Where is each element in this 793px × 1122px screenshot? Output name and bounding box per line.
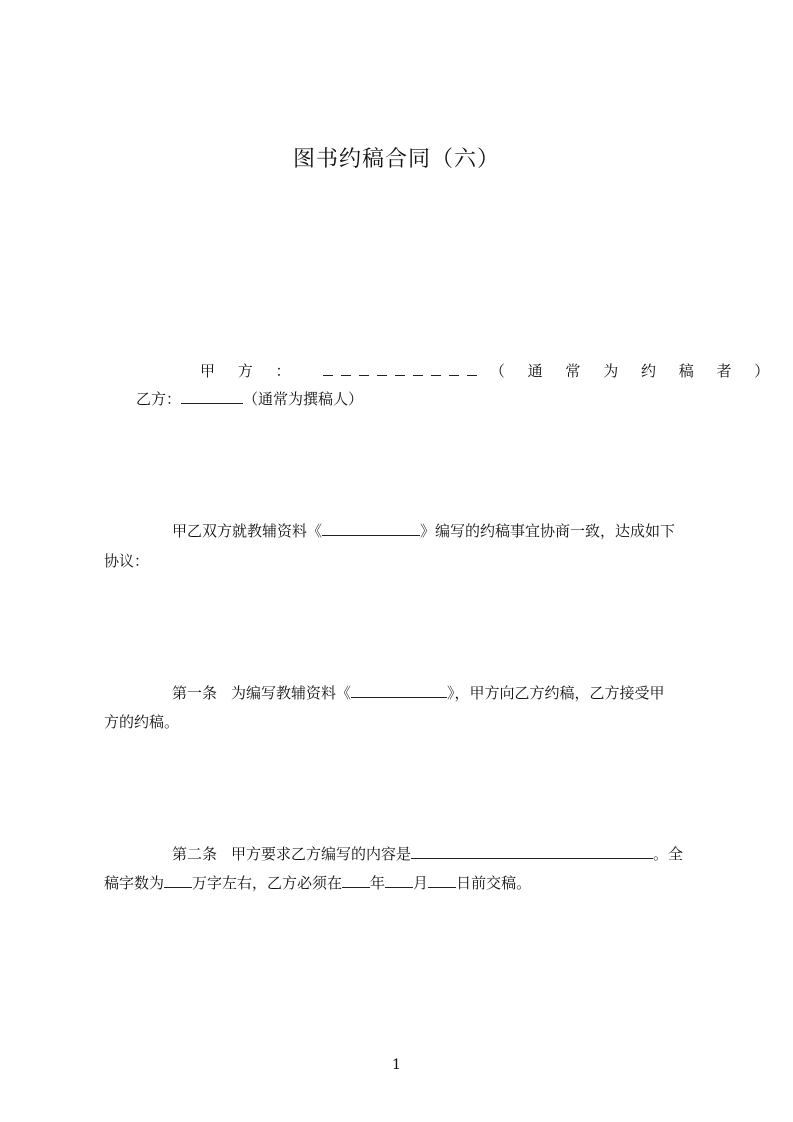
article-1-line-2: 方的约稿。 (104, 713, 180, 731)
article-1-text-b: 》，甲方向乙方约稿，乙方接受甲 (447, 684, 665, 702)
party-b-note: （通常为撰稿人） (243, 390, 364, 408)
article-2-line2-e: 日前交稿。 (456, 874, 532, 892)
article-2-line-1 (172, 844, 683, 864)
article-2-line2-c: 年 (370, 874, 386, 892)
party-a-blank[interactable] (323, 361, 485, 381)
party-b-label: 乙方： (136, 390, 182, 408)
article-1-label: 第一条 (172, 684, 218, 702)
article-1-book-blank[interactable] (351, 683, 447, 698)
day-blank[interactable] (428, 873, 456, 888)
article-2-line-2 (104, 873, 531, 893)
preamble-text-b: 》编写的约稿事宜协商一致，达成如下 (420, 522, 676, 540)
article-1-line-1 (172, 683, 665, 703)
article-1-text-a: 为编写教辅资料《 (231, 684, 352, 702)
article-2-line2-b: 万字左右，乙方必须在 (192, 874, 343, 892)
party-a-label: 甲 方 ： (200, 362, 300, 380)
article-2-text-a: 甲方要求乙方编写的内容是 (231, 845, 412, 863)
preamble-line-2: 协议： (104, 552, 150, 570)
month-blank[interactable] (385, 873, 413, 888)
word-count-blank[interactable] (164, 873, 192, 888)
preamble-text-a: 甲乙双方就教辅资料《 (172, 522, 323, 540)
document-title: 图书约稿合同（六） (292, 147, 500, 172)
party-b-blank[interactable] (181, 389, 243, 404)
preamble-book-blank[interactable] (322, 521, 420, 536)
party-b-line (136, 389, 363, 409)
article-2-content-blank[interactable] (411, 844, 653, 859)
article-2-line2-d: 月 (413, 874, 429, 892)
preamble-line-1 (172, 521, 675, 541)
article-2-label: 第二条 (172, 845, 218, 863)
article-2-text-b: 。全 (653, 845, 684, 863)
page-number: 1 (392, 1057, 401, 1073)
article-2-line2-a: 稿字数为 (104, 874, 165, 892)
party-a-line (200, 361, 778, 381)
party-a-note: （ 通 常 为 约 稿 者 ） (489, 362, 779, 380)
year-blank[interactable] (342, 873, 370, 888)
